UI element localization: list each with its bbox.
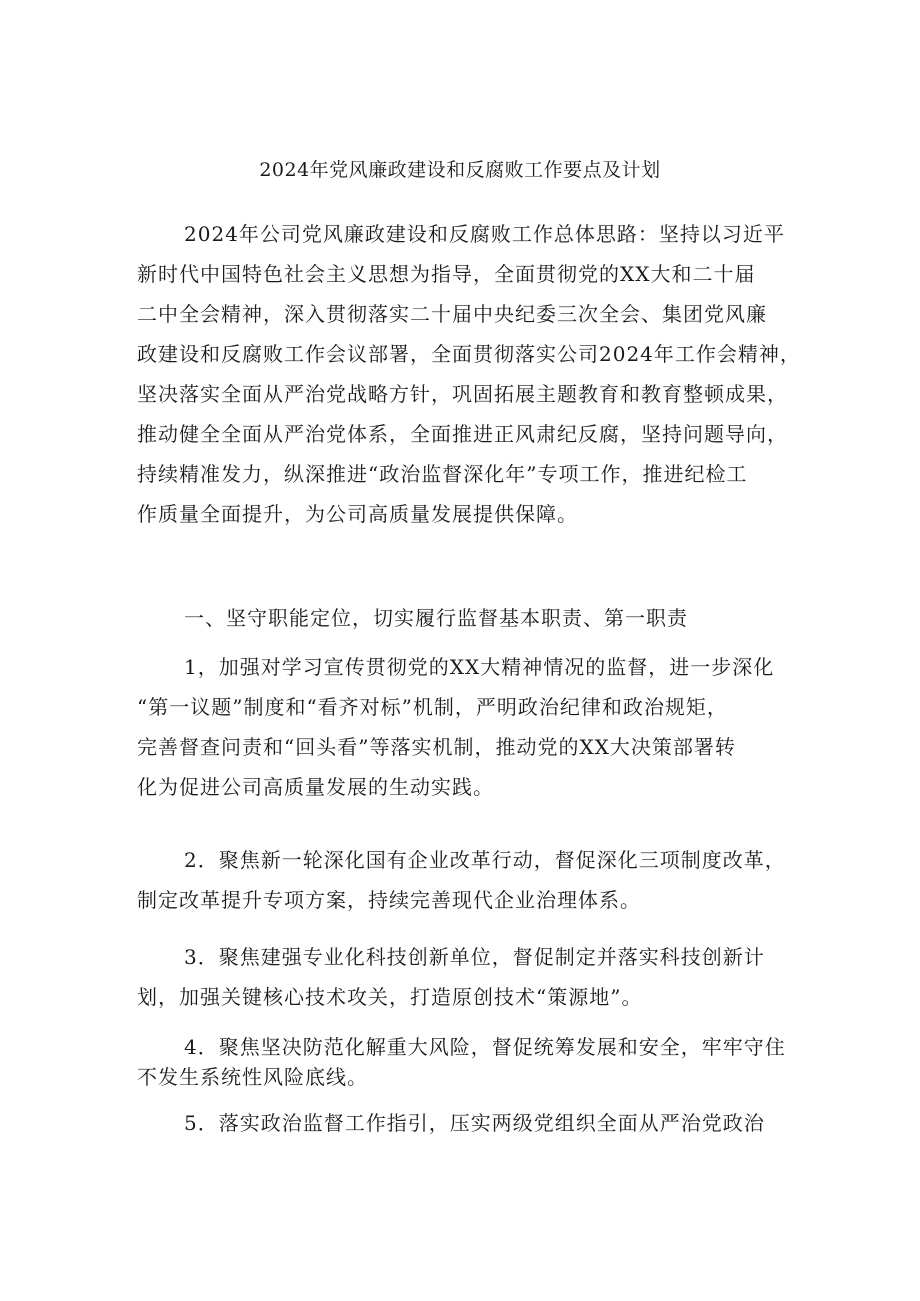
intro-line: 新时代中国特色社会主义思想为指导，全面贯彻党的XX大和二十届 <box>137 262 756 286</box>
item-5-line: 5．落实政治监督工作指引，压实两级党组织全面从严治党政治 <box>184 1111 765 1135</box>
item-4-paragraph <box>137 1027 797 1087</box>
item-4-line: 4．聚焦坚决防范化解重大风险，督促统筹发展和安全，牢牢守住 <box>184 1035 786 1059</box>
item-1-paragraph <box>137 647 797 807</box>
item-3-paragraph <box>137 937 797 1017</box>
item-1-line: 化为促进公司高质量发展的生动实践。 <box>137 775 494 799</box>
item-1-line: 1，加强对学习宣传贯彻党的XX大精神情况的监督，进一步深化 <box>184 655 775 679</box>
intro-line: 持续精准发力，纵深推进“政治监督深化年”专项工作，推进纪检工 <box>137 462 748 486</box>
item-2-line: 制定改革提升专项方案，持续完善现代企业治理体系。 <box>137 888 641 912</box>
intro-line: 2024年公司党风廉政建设和反腐败工作总体思路：坚持以习近平 <box>184 222 785 246</box>
item-2-line: 2．聚焦新一轮深化国有企业改革行动，督促深化三项制度改革， <box>184 848 786 872</box>
item-3-line: 3．聚焦建强专业化科技创新单位，督促制定并落实科技创新计 <box>184 945 765 969</box>
intro-paragraph <box>137 214 801 534</box>
document-title: 2024年党风廉政建设和反腐败工作要点及计划 <box>259 159 661 181</box>
section-heading-1: 一、坚守职能定位，切实履行监督基本职责、第一职责 <box>184 606 688 630</box>
item-1-line: “第一议题”制度和“看齐对标”机制，严明政治纪律和政治规矩， <box>137 695 728 719</box>
intro-line: 政建设和反腐败工作会议部署，全面贯彻落实公司2024年工作会精神， <box>137 342 801 366</box>
item-3-line: 划，加强关键核心技术攻关，打造原创技术“策源地”。 <box>137 985 643 1009</box>
intro-line: 推动健全全面从严治党体系，全面推进正风肃纪反腐，坚持问题导向， <box>137 422 788 446</box>
item-1-line: 完善督查问责和“回头看”等落实机制，推动党的XX大决策部署转 <box>137 735 736 759</box>
intro-line: 坚决落实全面从严治党战略方针，巩固拓展主题教育和教育整顿成果， <box>137 382 788 406</box>
item-4-line: 不发生系统性风险底线。 <box>137 1065 368 1089</box>
item-5-paragraph <box>137 1103 797 1143</box>
item-2-paragraph <box>137 840 797 920</box>
intro-line: 二中全会精神，深入贯彻落实二十届中央纪委三次全会、集团党风廉 <box>137 302 767 326</box>
intro-line: 作质量全面提升，为公司高质量发展提供保障。 <box>137 502 578 526</box>
